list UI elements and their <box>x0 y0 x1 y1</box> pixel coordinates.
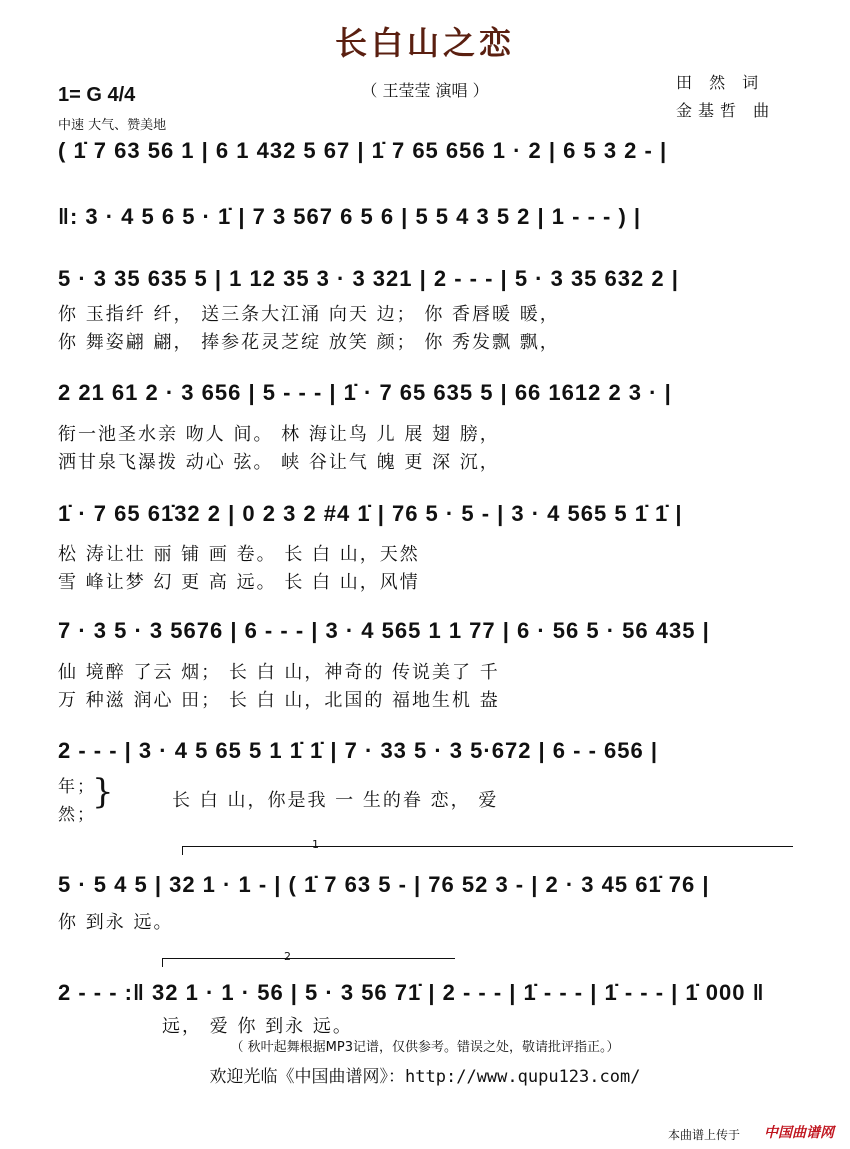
lyric-line-7a: 年； <box>58 777 96 797</box>
site-url[interactable]: 欢迎光临《中国曲谱网》：http://www.qupu123.com/ <box>209 1067 641 1087</box>
composer-credit: 金基哲 曲 <box>676 101 776 120</box>
key-signature: 1= G 4/4 <box>58 84 136 106</box>
music-line-2: ‖: 3 · 4 5 6 5 · 1̇ | 7 3 567 6 5 6 | 5 5 4 3 5 2 | 1 - - - ) | <box>58 204 642 229</box>
music-line-7: 2 - - - | 3 · 4 5 65 5 1 1̇ 1̇ | 7 · 33 5 · 3 5·672 | 6 - - 656 | <box>58 738 659 763</box>
transcription-note: （ 秋叶起舞根据MP3记谱，仅供参考。错误之处，敬请批评指正。） <box>230 1040 620 1055</box>
song-title: 长白山之恋 <box>334 24 515 62</box>
lyric-line-3a: 你 玉指纤 纤， 送三条大江涌 向天 边； 你 香唇暖 暖， <box>58 304 560 325</box>
volta-bracket-1 <box>182 846 793 855</box>
performer-subtitle: （ 王莹莹 演唱 ） <box>361 81 489 100</box>
music-line-3: 5 · 3 35 635 5 | 1 12 35 3 · 3 321 | 2 - - - | 5 · 3 35 632 2 | <box>58 266 679 291</box>
uploader-caption: 本曲谱上传于 <box>667 1128 740 1142</box>
lyric-line-7-shared: 长 白 山，你是我 一 生的眷 恋， 爱 <box>172 790 499 811</box>
music-line-8: 5 · 5 4 5 | 32 1 · 1 - | ( 1̇ 7 63 5 - | 76 52 3 - | 2 · 3 45 61̇ 76 | <box>58 872 710 897</box>
site-logo: 中国曲谱网 <box>764 1125 834 1141</box>
lyric-brace: } <box>92 772 114 812</box>
lyric-line-4a: 衔一池圣水亲 吻人 间。 林 海让鸟 儿 展 翅 膀， <box>58 424 500 445</box>
lyric-line-9: 远， 爱 你 到永 远。 <box>162 1016 353 1037</box>
volta-number-1: 1 <box>312 838 319 851</box>
music-line-6: 7 · 3 5 · 3 5676 | 6 - - - | 3 · 4 565 1 1 77 | 6 · 56 5 · 56 435 | <box>58 618 710 643</box>
lyric-line-4b: 洒甘泉飞瀑拨 动心 弦。 峡 谷让气 魄 更 深 沉， <box>58 452 500 473</box>
lyric-line-3b: 你 舞姿翩 翩， 捧参花灵芝绽 放笑 颜； 你 秀发飘 飘， <box>58 332 560 353</box>
music-line-1: ( 1̇ 7 63 56 1 | 6 1 432 5 67 | 1̇ 7 65 656 1 · 2 | 6 5 3 2 - | <box>58 138 668 163</box>
lyric-line-6a: 仙 境醉 了云 烟； 长 白 山，神奇的 传说美了 千 <box>58 662 500 683</box>
music-line-5: 1̇ · 7 65 61̇32 2 | 0 2 3 2 #4 1̇ | 76 5 · 5 - | 3 · 4 565 5 1̇ 1̇ | <box>58 501 683 526</box>
lyric-line-7b: 然； <box>58 805 96 825</box>
lyric-line-6b: 万 种滋 润心 田； 长 白 山，北国的 福地生机 盎 <box>58 690 500 711</box>
lyricist-credit: 田 然 词 <box>676 73 765 92</box>
volta-number-2: 2 <box>284 950 291 963</box>
lyric-line-5b: 雪 峰让梦 幻 更 高 远。 长 白 山，风情 <box>58 572 420 593</box>
lyric-line-8: 你 到永 远。 <box>58 912 174 933</box>
volta-bracket-2 <box>162 958 455 967</box>
music-line-9: 2 - - - :‖ 32 1 · 1 · 56 | 5 · 3 56 71̇ | 2 - - - | 1̇ - - - | 1̇ - - - | 1̇ 000 ‖ <box>58 980 765 1005</box>
tempo-marking: 中速 大气、赞美地 <box>58 118 167 133</box>
lyric-line-5a: 松 涛让壮 丽 铺 画 卷。 长 白 山，天然 <box>58 544 420 565</box>
music-line-4: 2 21 61 2 · 3 656 | 5 - - - | 1̇ · 7 65 635 5 | 66 1612 2 3 · | <box>58 380 672 405</box>
